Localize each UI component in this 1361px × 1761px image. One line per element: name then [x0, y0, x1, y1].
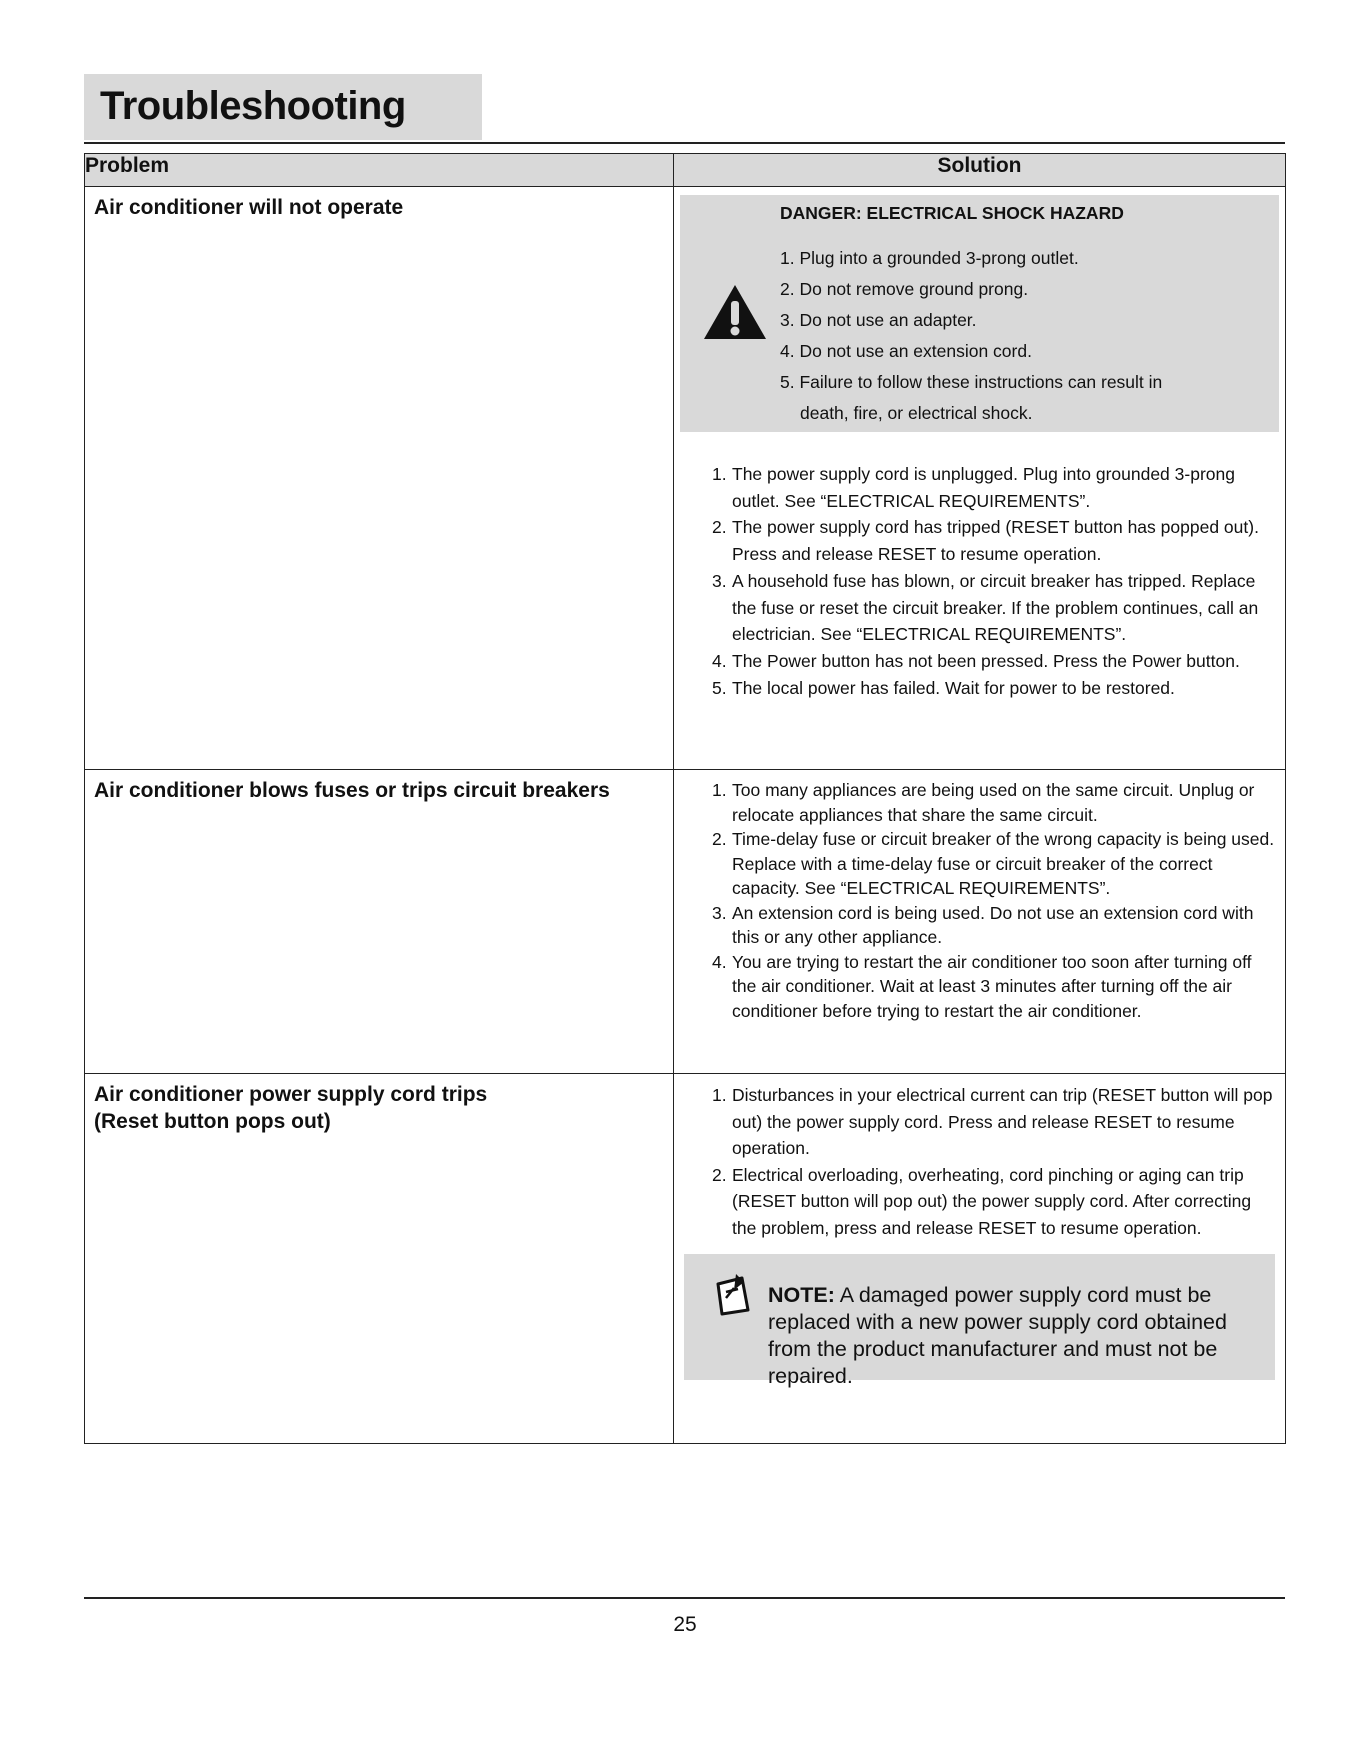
list-item: 3. An extension cord is being used. Do not use an extension cord with this or any other appliance.: [712, 902, 1254, 947]
list-item: 4. You are trying to restart the air conditioner too soon after turning off the air conditioner. Wait at least 3 minutes after turning off the air conditioner before trying to restart the air conditioner.: [712, 951, 1252, 1021]
note-text: [768, 1282, 1265, 1390]
note-pin-icon: [712, 1270, 756, 1318]
list-item: 1. Disturbances in your electrical current can trip (RESET button will pop out) the power supply cord. Press and release RESET to resume operation.: [712, 1085, 1273, 1159]
problem-cell: [85, 1074, 674, 1444]
solution-cell: [674, 1074, 1286, 1444]
note-label: NOTE:: [768, 1282, 835, 1307]
list-item: 3. A household fuse has blown, or circuit breaker has tripped. Replace the fuse or reset the circuit breaker. If the problem continues, call an electrician. See “ELECTRICAL REQUIREMENTS”.: [712, 570, 1259, 645]
troubleshooting-table: [84, 153, 1286, 1444]
title-divider: [84, 142, 1285, 144]
list-item: 5. Failure to follow these instructions can result in death, fire, or electrical shock.: [780, 372, 1163, 423]
danger-list: [780, 243, 1190, 429]
list-item: 1. Too many appliances are being used on the same circuit. Unplug or relocate appliances that share the same circuit.: [712, 780, 1255, 825]
problem-text: Air conditioner power supply cord trips (Reset button pops out): [94, 1083, 488, 1133]
problem-column-header: Problem: [85, 154, 674, 187]
table-row: [85, 1074, 1286, 1444]
page-number: 25: [673, 1613, 697, 1636]
list-item: 2. Electrical overloading, overheating, cord pinching or aging can trip (RESET button will pop out) the power supply cord. After correcting the problem, press and release RESET to resume operation.: [712, 1164, 1252, 1238]
solution-list: [674, 1082, 1285, 1242]
footer-divider: [84, 1597, 1285, 1599]
solution-list: [674, 778, 1285, 1023]
list-item: 2. Time-delay fuse or circuit breaker of the wrong capacity is being used. Replace with a time-delay fuse or circuit breaker of the correct capacity. See “ELECTRICAL REQUIREMENTS”.: [712, 829, 1275, 898]
solution-cell: [674, 187, 1286, 770]
solution-column-header: Solution: [674, 154, 1286, 187]
list-item: 1. Plug into a grounded 3-prong outlet.: [780, 248, 1079, 268]
table-header-row: [85, 154, 1286, 187]
problem-cell: [85, 187, 674, 770]
solution-list: [674, 461, 1285, 701]
table-row: [85, 187, 1286, 770]
list-item: 4. The Power button has not been pressed. Press the Power button.: [712, 650, 1240, 671]
warning-triangle-icon: [702, 283, 768, 341]
list-item: 2. The power supply cord has tripped (RESET button has popped out). Press and release RESET to resume operation.: [712, 517, 1259, 565]
problem-text: Air conditioner will not operate: [94, 196, 404, 219]
problem-cell: [85, 770, 674, 1074]
note-body: A damaged power supply cord must be replaced with a new power supply cord obtained from the product manufacturer and must not be repaired.: [768, 1282, 1227, 1388]
note-box: [684, 1254, 1275, 1388]
danger-title: DANGER: ELECTRICAL SHOCK HAZARD: [780, 203, 1124, 223]
page-title: Troubleshooting: [100, 84, 406, 128]
list-item: 2. Do not remove ground prong.: [780, 279, 1029, 299]
list-item: 3. Do not use an adapter.: [780, 310, 977, 330]
list-item: 4. Do not use an extension cord.: [780, 341, 1032, 361]
table-row: [85, 770, 1286, 1074]
solution-cell: [674, 770, 1286, 1074]
list-item: 1. The power supply cord is unplugged. Plug into grounded 3-prong outlet. See “ELECTRICAL REQUIREMENTS”.: [712, 464, 1235, 511]
danger-box: [680, 195, 1279, 432]
problem-text: Air conditioner blows fuses or trips circuit breakers: [94, 779, 610, 802]
title-banner: [84, 74, 482, 140]
list-item: 5. The local power has failed. Wait for power to be restored.: [712, 677, 1175, 698]
